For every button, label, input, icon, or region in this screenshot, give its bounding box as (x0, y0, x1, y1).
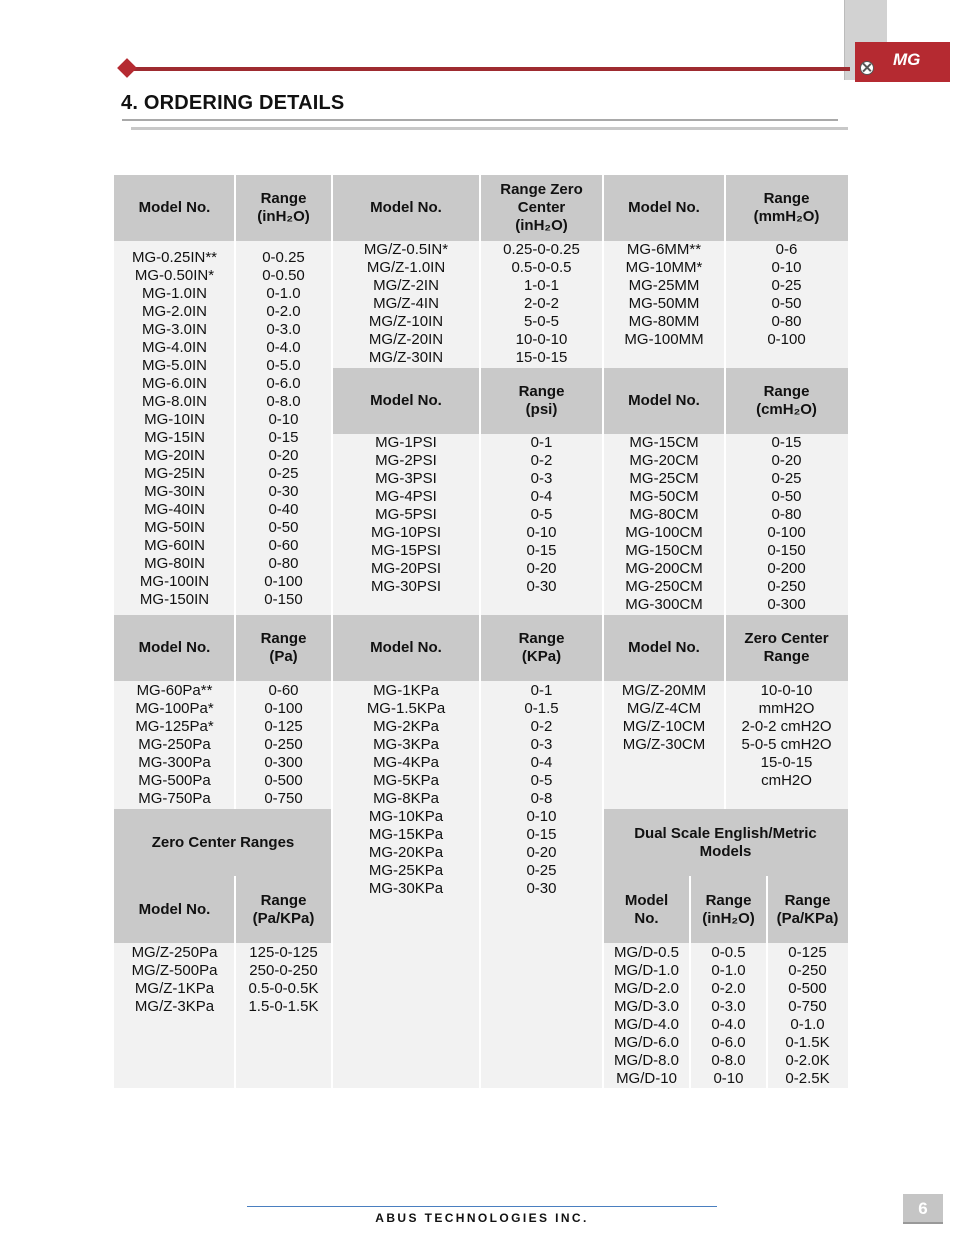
page-number: 6 (918, 1199, 928, 1218)
table-dual-scale-ranges1: 0-0.5 0-1.0 0-2.0 0-3.0 0-4.0 0-6.0 0-8.0 0-10 (690, 943, 767, 1088)
table-psi-model-header: Model No. (332, 368, 480, 434)
title-underline-shadow (131, 127, 848, 130)
table-mmh2o-model-header: Model No. (603, 175, 725, 241)
table-zero-center-range-model-header: Model No. (603, 615, 725, 681)
table-zero-center-inh2o-ranges: 0.25-0-0.25 0.5-0-0.5 1-0-1 2-0-2 5-0-5 10-0-10 15-0-15 (480, 241, 603, 368)
table-mmh2o-models: MG-6MM** MG-10MM* MG-25MM MG-50MM MG-80MM MG-100MM (603, 241, 725, 368)
table-inh2o-model-header: Model No. (114, 175, 235, 241)
table-zero-center-pa-models: MG/Z-250Pa MG/Z-500Pa MG/Z-1KPa MG/Z-3KPa (114, 943, 235, 1088)
table-cmh2o-model-header: Model No. (603, 368, 725, 434)
cell-divider (689, 876, 691, 1088)
footer-company: ABUS TECHNOLOGIES INC. (375, 1211, 589, 1225)
cell-divider (479, 175, 481, 1088)
table-cmh2o-ranges: 0-15 0-20 0-25 0-50 0-80 0-100 0-150 0-200 0-250 0-300 (725, 434, 848, 615)
table-kpa-model-header: Model No. (332, 615, 480, 681)
table-zero-center-pa-model-header: Model No. (114, 876, 235, 943)
page-number-box (903, 1194, 943, 1224)
table-dual-scale-model-header: Model No. (603, 876, 690, 943)
table-inh2o-models: MG-0.25IN** MG-0.50IN* MG-1.0IN MG-2.0IN MG-3.0IN MG-4.0IN MG-5.0IN MG-6.0IN MG-8.0IN MG-10IN MG-15IN MG-20IN MG-25IN MG-30IN MG-40IN MG-50IN MG-60IN MG-80IN MG-100IN MG-150IN (114, 241, 235, 615)
footer-rule (247, 1206, 717, 1207)
table-pa-ranges: 0-60 0-100 0-125 0-250 0-300 0-500 0-750 (235, 681, 332, 809)
table-dual-scale-range1-header: Range (inH₂O) (690, 876, 767, 943)
table-zero-center-inh2o-models: MG/Z-0.5IN* MG/Z-1.0IN MG/Z-2IN MG/Z-4IN MG/Z-10IN MG/Z-20IN MG/Z-30IN (332, 241, 480, 368)
circle-x-icon (860, 61, 874, 75)
table-inh2o-ranges: 0-0.25 0-0.50 0-1.0 0-2.0 0-3.0 0-4.0 0-5.0 0-6.0 0-8.0 0-10 0-15 0-20 0-25 0-30 0-40 0-50 0-60 0-80 0-100 0-150 (235, 241, 332, 615)
table-dual-scale-group-header: Dual Scale English/Metric Models (603, 809, 848, 876)
title-underline (122, 119, 838, 121)
table-mmh2o-ranges: 0-6 0-10 0-25 0-50 0-80 0-100 (725, 241, 848, 368)
table-mmh2o-range-header: Range (mmH₂O) (725, 175, 848, 241)
table-zero-center-pa-ranges: 125-0-125 250-0-250 0.5-0-0.5K 1.5-0-1.5K (235, 943, 332, 1088)
cell-divider (724, 175, 726, 809)
header-tab-label: MG (893, 50, 921, 69)
table-pa-range-header: Range (Pa) (235, 615, 332, 681)
section-title: 4. ORDERING DETAILS (121, 92, 345, 114)
table-zero-center-range-range-header: Zero Center Range (725, 615, 848, 681)
cell-divider (234, 876, 236, 1088)
table-pa-models: MG-60Pa** MG-100Pa* MG-125Pa* MG-250Pa MG-300Pa MG-500Pa MG-750Pa (114, 681, 235, 809)
cell-divider (234, 175, 236, 809)
cell-divider (331, 175, 333, 1088)
diamond-icon (117, 58, 137, 78)
table-inh2o-range-header: Range (inH₂O) (235, 175, 332, 241)
table-psi-models: MG-1PSI MG-2PSI MG-3PSI MG-4PSI MG-5PSI MG-10PSI MG-15PSI MG-20PSI MG-30PSI (332, 434, 480, 615)
table-dual-scale-models: MG/D-0.5 MG/D-1.0 MG/D-2.0 MG/D-3.0 MG/D-4.0 MG/D-6.0 MG/D-8.0 MG/D-10 (603, 943, 690, 1088)
table-cmh2o-models: MG-15CM MG-20CM MG-25CM MG-50CM MG-80CM MG-100CM MG-150CM MG-200CM MG-250CM MG-300CM (603, 434, 725, 615)
cell-divider (766, 876, 768, 1088)
table-kpa-ranges: 0-1 0-1.5 0-2 0-3 0-4 0-5 0-8 0-10 0-15 0-20 0-25 0-30 (480, 681, 603, 1088)
table-zero-center-range-ranges: 10-0-10 mmH2O 2-0-2 cmH2O 5-0-5 cmH2O 15-0-15 cmH2O (725, 681, 848, 809)
table-kpa-range-header: Range (KPa) (480, 615, 603, 681)
table-pa-model-header: Model No. (114, 615, 235, 681)
header-rule (128, 67, 850, 71)
table-zero-center-inh2o-model-header: Model No. (332, 175, 480, 241)
table-zero-center-range-models: MG/Z-20MM MG/Z-4CM MG/Z-10CM MG/Z-30CM (603, 681, 725, 809)
table-zero-center-pa-range-header: Range (Pa/KPa) (235, 876, 332, 943)
table-zero-center-inh2o-range-header: Range Zero Center (inH₂O) (480, 175, 603, 241)
table-psi-range-header: Range (psi) (480, 368, 603, 434)
table-zero-center-pa-group-header: Zero Center Ranges (114, 809, 332, 876)
table-dual-scale-range2-header: Range (Pa/KPa) (767, 876, 848, 943)
cell-divider (602, 175, 604, 1088)
table-kpa-models: MG-1KPa MG-1.5KPa MG-2KPa MG-3KPa MG-4KPa MG-5KPa MG-8KPa MG-10KPa MG-15KPa MG-20KPa MG-25KPa MG-30KPa (332, 681, 480, 1088)
table-psi-ranges: 0-1 0-2 0-3 0-4 0-5 0-10 0-15 0-20 0-30 (480, 434, 603, 615)
table-cmh2o-range-header: Range (cmH₂O) (725, 368, 848, 434)
table-dual-scale-ranges2: 0-125 0-250 0-500 0-750 0-1.0 0-1.5K 0-2.0K 0-2.5K (767, 943, 848, 1088)
